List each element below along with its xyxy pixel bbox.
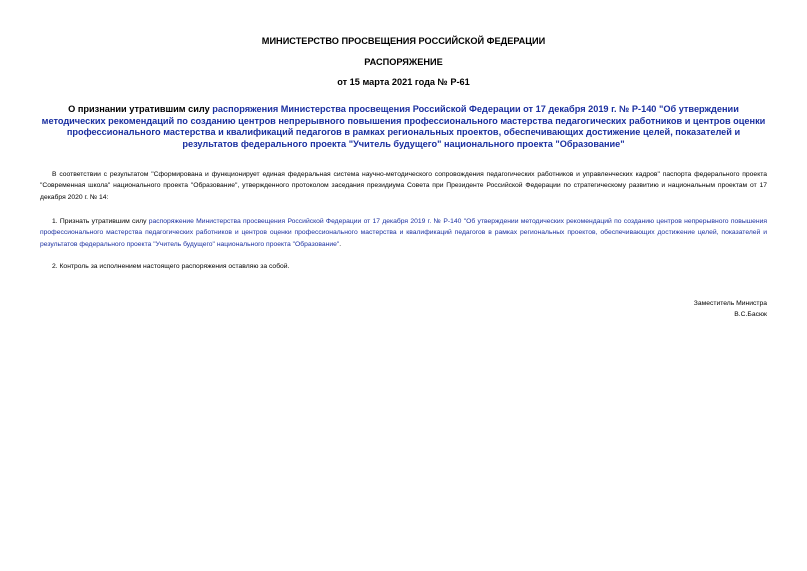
item-1-referenced-order-link[interactable]: распоряжение Министерства просвещения Российской Федерации от 17 декабря 2019 г. № Р-140 "Об утверждении методических рекомендаций по созданию центров непрерывного повышения профессионального мастерства педагогических работников и центров оценки профессионального мастерства и квалификаций педагогов в рамках региональных проектов, обеспечивающих достижение целей, показателей и результатов федерального проекта "Учитель будущего" национального проекта "Образование" bbox=[40, 218, 767, 248]
document-type: РАСПОРЯЖЕНИЕ bbox=[364, 57, 443, 67]
item-2-paragraph: 2. Контроль за исполнением настоящего распоряжения оставляю за собой. bbox=[52, 263, 290, 270]
ministry-name: МИНИСТЕРСТВО ПРОСВЕЩЕНИЯ РОССИЙСКОЙ ФЕДЕРАЦИИ bbox=[261, 36, 546, 46]
item-1-prefix: 1. Признать утратившим силу bbox=[52, 218, 149, 225]
item-1-paragraph bbox=[40, 216, 767, 250]
document-title bbox=[40, 104, 767, 150]
title-prefix: О признании утратившим силу bbox=[68, 104, 213, 114]
signatory-position: Заместитель Министра bbox=[693, 300, 767, 307]
basis-paragraph: В соответствии с результатом "Сформирована и функционирует единая федеральная система научно-методического сопровождения педагогических работников и управленческих кадров" паспорта федерального проекта "Современная школа" национального проекта "Образование", утвержденного протоколом заседания президиума Совета при Президенте Российской Федерации по стратегическому развитию и национальным проектам от 17 декабря 2020 г. № 14: bbox=[40, 171, 767, 201]
document-date-number: от 15 марта 2021 года № Р-61 bbox=[337, 77, 470, 87]
signatory-name: В.С.Басюк bbox=[734, 311, 767, 318]
title-referenced-order-link[interactable]: распоряжения Министерства просвещения Российской Федерации от 17 декабря 2019 г. № Р-140 "Об утверждении методических рекомендаций по созданию центров непрерывного повышения профессионального мастерства педагогических работников и центров оценки профессионального мастерства и квалификаций педагогов в рамках региональных проектов, обеспечивающих достижение целей, показателей и результатов федерального проекта "Учитель будущего" национального проекта "Образование" bbox=[41, 104, 766, 149]
item-1-suffix: . bbox=[339, 240, 342, 248]
